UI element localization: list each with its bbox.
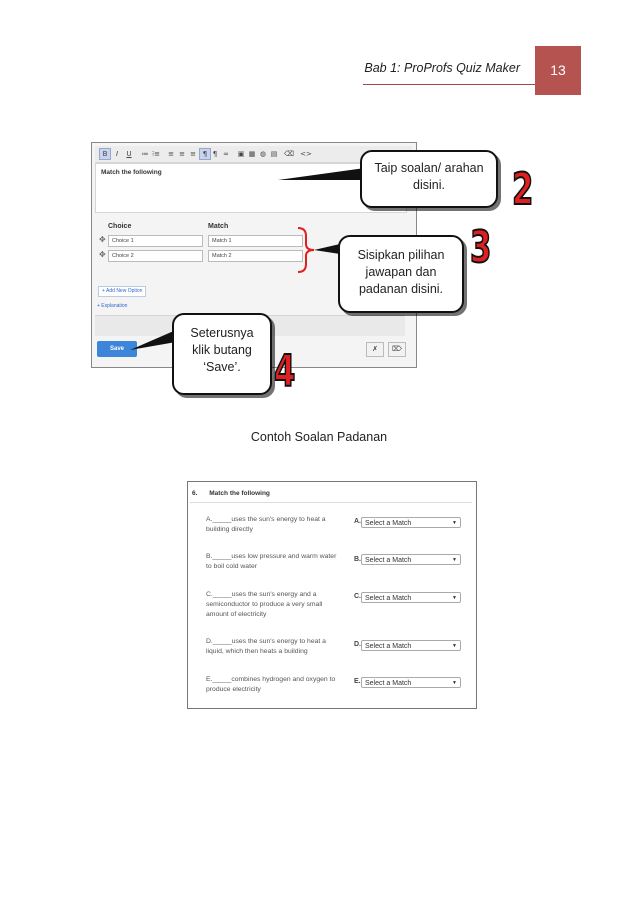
- remove-format-icon[interactable]: ⌫: [284, 150, 294, 158]
- match-select-a[interactable]: [361, 517, 461, 528]
- item-text: D._____uses the sun's energy to heat a: [206, 638, 326, 645]
- media-icon[interactable]: ◍: [259, 150, 267, 158]
- callout-text: Sisipkan pilihan: [357, 248, 445, 262]
- item-letter: D.: [354, 641, 361, 648]
- match-select-d[interactable]: [361, 640, 461, 651]
- align-right-icon[interactable]: ≡: [190, 150, 196, 158]
- bold-icon[interactable]: B: [99, 148, 111, 160]
- explanation-link[interactable]: + Explanation: [97, 303, 128, 309]
- align-left-icon[interactable]: ≡: [168, 150, 174, 158]
- list-item: [206, 515, 346, 535]
- select-value: Select a Match: [365, 595, 412, 602]
- item-text: liquid, which then heats a building: [206, 648, 308, 655]
- page-header: [0, 50, 638, 98]
- callout-step-4: [172, 313, 272, 395]
- wand-icon[interactable]: ✗: [366, 342, 384, 357]
- dropdown-arrow-icon: ▼: [452, 643, 457, 649]
- italic-icon[interactable]: I: [115, 150, 119, 158]
- page-number: 13: [535, 46, 581, 95]
- question-number: 6.: [192, 490, 198, 497]
- match-input-1[interactable]: Match 1: [208, 235, 303, 247]
- list-item: [206, 552, 346, 572]
- dropdown-arrow-icon: ▼: [452, 595, 457, 601]
- step-number-2: 2: [512, 164, 534, 215]
- paragraph-rtl-icon[interactable]: ¶: [212, 150, 218, 158]
- chapter-title: Bab 1: ProProfs Quiz Maker: [364, 61, 520, 75]
- choice-input-2[interactable]: Choice 2: [108, 250, 203, 262]
- item-text: amount of electricity: [206, 611, 267, 618]
- item-letter: C.: [354, 593, 361, 600]
- list-item: [206, 590, 346, 620]
- item-text: semiconductor to produce a very small: [206, 601, 323, 608]
- select-value: Select a Match: [365, 680, 412, 687]
- add-new-option-button[interactable]: + Add New Option: [98, 286, 146, 297]
- select-value: Select a Match: [365, 557, 412, 564]
- callout-text: disini.: [413, 178, 445, 192]
- drag-handle-icon[interactable]: ✥: [99, 235, 106, 244]
- list-item: [206, 637, 346, 657]
- underline-icon[interactable]: U: [126, 150, 132, 158]
- callout-text: ‘Save’.: [203, 360, 241, 374]
- select-value: Select a Match: [365, 643, 412, 650]
- source-code-icon[interactable]: <>: [300, 150, 312, 158]
- header-rule: [363, 84, 535, 85]
- item-text: produce electricity: [206, 686, 261, 693]
- callout-text: Seterusnya: [190, 326, 254, 340]
- item-letter: B.: [354, 556, 361, 563]
- image-icon[interactable]: ▣: [237, 150, 245, 158]
- match-input-2[interactable]: Match 2: [208, 250, 303, 262]
- match-column-header: Match: [208, 223, 229, 230]
- item-text: B._____uses low pressure and warm water: [206, 553, 337, 560]
- ordered-list-icon[interactable]: ≔: [141, 150, 149, 158]
- match-select-c[interactable]: [361, 592, 461, 603]
- item-letter: A.: [354, 518, 361, 525]
- align-center-icon[interactable]: ≡: [179, 150, 185, 158]
- dropdown-arrow-icon: ▼: [452, 520, 457, 526]
- select-value: Select a Match: [365, 520, 412, 527]
- item-text: to boil cold water: [206, 563, 258, 570]
- matching-question-screenshot: [187, 481, 477, 709]
- paragraph-ltr-icon[interactable]: ¶: [199, 148, 211, 160]
- save-button[interactable]: Save: [97, 341, 137, 357]
- match-select-e[interactable]: [361, 677, 461, 688]
- callout-step-2: [360, 150, 498, 208]
- table-icon[interactable]: ▦: [248, 150, 256, 158]
- callout-text: padanan disini.: [358, 282, 444, 296]
- link-icon[interactable]: ∞: [223, 150, 229, 158]
- file-icon[interactable]: ▤: [270, 150, 278, 158]
- unordered-list-icon[interactable]: ⁝≡: [151, 150, 161, 158]
- callout-text: klik butang: [192, 343, 252, 357]
- drag-handle-icon[interactable]: ✥: [99, 250, 106, 259]
- item-text: building directly: [206, 526, 253, 533]
- dropdown-arrow-icon: ▼: [452, 557, 457, 563]
- eraser-icon[interactable]: ⌦: [388, 342, 406, 357]
- list-item: [206, 675, 346, 695]
- choice-input-1[interactable]: Choice 1: [108, 235, 203, 247]
- item-text: E._____combines hydrogen and oxygen to: [206, 676, 336, 683]
- match-select-b[interactable]: [361, 554, 461, 565]
- dropdown-arrow-icon: ▼: [452, 680, 457, 686]
- figure-caption: Contoh Soalan Padanan: [250, 430, 388, 444]
- step-number-3: 3: [470, 222, 492, 273]
- choice-column-header: Choice: [108, 223, 132, 230]
- callout-text: jawapan dan: [365, 265, 437, 279]
- step-number-4: 4: [274, 346, 296, 397]
- question-heading: [192, 490, 270, 497]
- divider: [190, 502, 472, 503]
- item-text: A._____uses the sun's energy to heat a: [206, 516, 326, 523]
- callout-text: Taip soalan/ arahan: [374, 161, 484, 175]
- item-letter: E.: [354, 678, 361, 685]
- question-text: Match the following: [101, 169, 162, 176]
- question-title: Match the following: [209, 490, 270, 497]
- item-text: C._____uses the sun's energy and a: [206, 591, 317, 598]
- callout-step-3: [338, 235, 464, 313]
